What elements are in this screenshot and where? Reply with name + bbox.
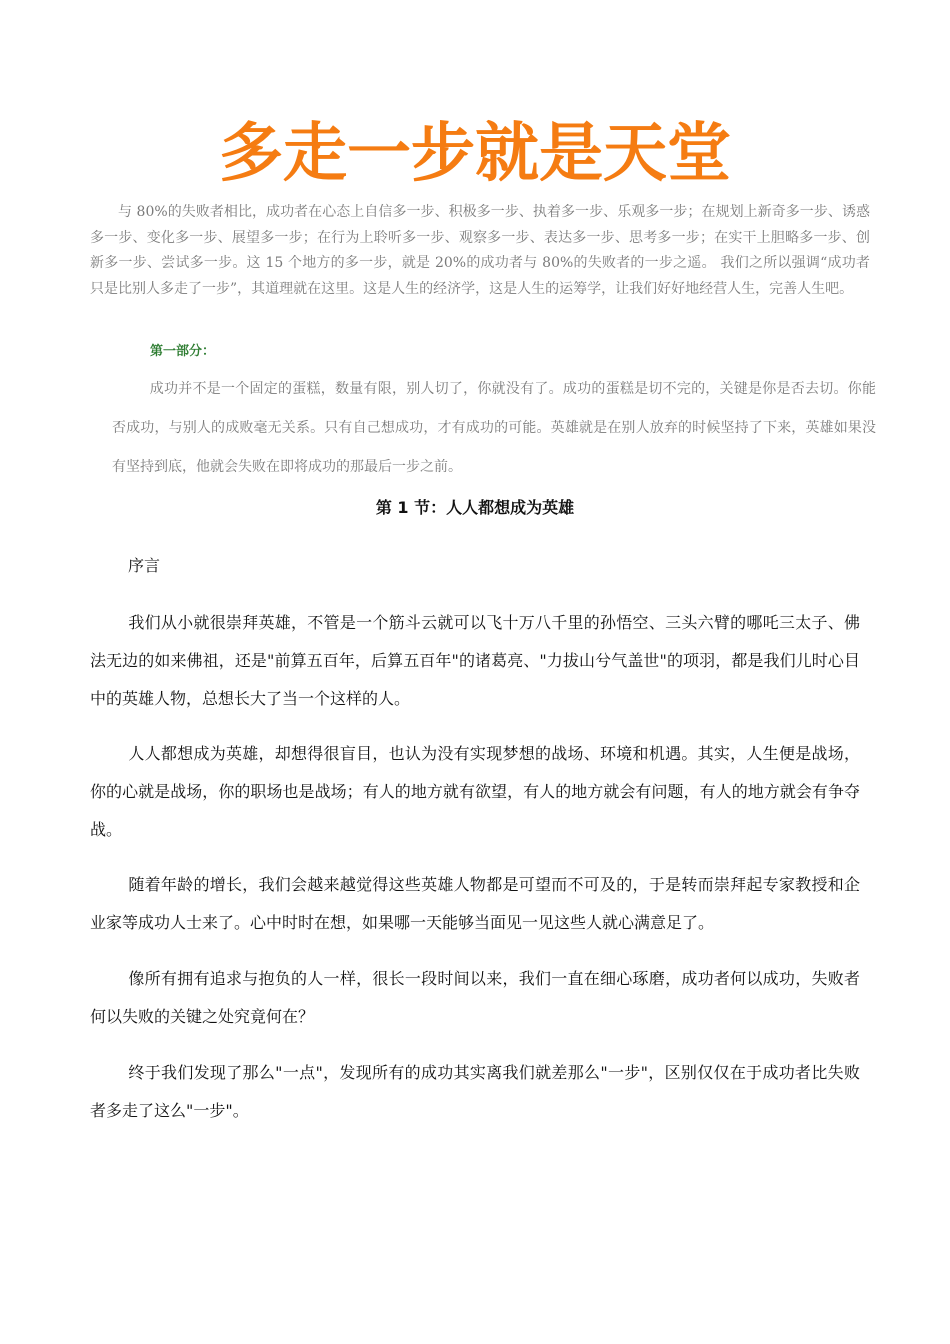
body-paragraph: 人人都想成为英雄，却想得很盲目，也认为没有实现梦想的战场、环境和机遇。其实，人生便是战场，你的心就是战场，你的职场也是战场；有人的地方就有欲望，有人的地方就会有问题，有人的地方就会有争夺战。: [90, 744, 860, 839]
body-paragraph: 终于我们发现了那么"一点"，发现所有的成功其实离我们就差那么"一步"，区别仅仅在于成功者比失败者多走了这么"一步"。: [90, 1063, 860, 1120]
part-summary-paragraph: 成功并不是一个固定的蛋糕，数量有限，别人切了，你就没有了。成功的蛋糕是切不完的，关键是你是否去切。你能否成功，与别人的成败毫无关系。只有自己想成功，才有成功的可能。英雄就是在别人放弃的时候坚持了下来，英雄如果没有坚持到底，他就会失败在即将成功的那最后一步之前。: [112, 381, 876, 475]
part-heading: 第一部分：: [150, 344, 216, 359]
preface-label: 序言: [128, 556, 161, 575]
body-paragraph: 我们从小就很崇拜英雄，不管是一个筋斗云就可以飞十万八千里的孙悟空、三头六臂的哪吒三太子、佛法无边的如来佛祖，还是"前算五百年，后算五百年"的诸葛亮、"力拔山兮气盖世"的项羽，都是我们儿时心目中的英雄人物，总想长大了当一个这样的人。: [90, 613, 860, 708]
document-title: 多走一步就是天堂: [219, 117, 731, 191]
section-heading: 第 1 节：人人都想成为英雄: [375, 498, 575, 517]
intro-paragraph: 与 80%的失败者相比，成功者在心态上自信多一步、积极多一步、执着多一步、乐观多一步；在规划上新奇多一步、诱惑多一步、变化多一步、展望多一步；在行为上聆听多一步、观察多一步、表达多一步、思考多一步；在实干上胆略多一步、创新多一步、尝试多一步。这 15 个地方的多一步，就是 20%的成功者与 80%的失败者的一步之遥。 我们之所以强调“成功者只是比别人多走了一步”，其道理就在这里。这是人生的经济学，这是人生的运筹学，让我们好好地经营人生，完善人生吧。: [90, 204, 870, 297]
body-paragraph: 像所有拥有追求与抱负的人一样，很长一段时间以来，我们一直在细心琢磨，成功者何以成功，失败者何以失败的关键之处究竟何在？: [90, 969, 860, 1026]
body-paragraph: 随着年龄的增长，我们会越来越觉得这些英雄人物都是可望而不可及的，于是转而崇拜起专家教授和企业家等成功人士来了。心中时时在想，如果哪一天能够当面见一见这些人就心满意足了。: [90, 875, 860, 932]
